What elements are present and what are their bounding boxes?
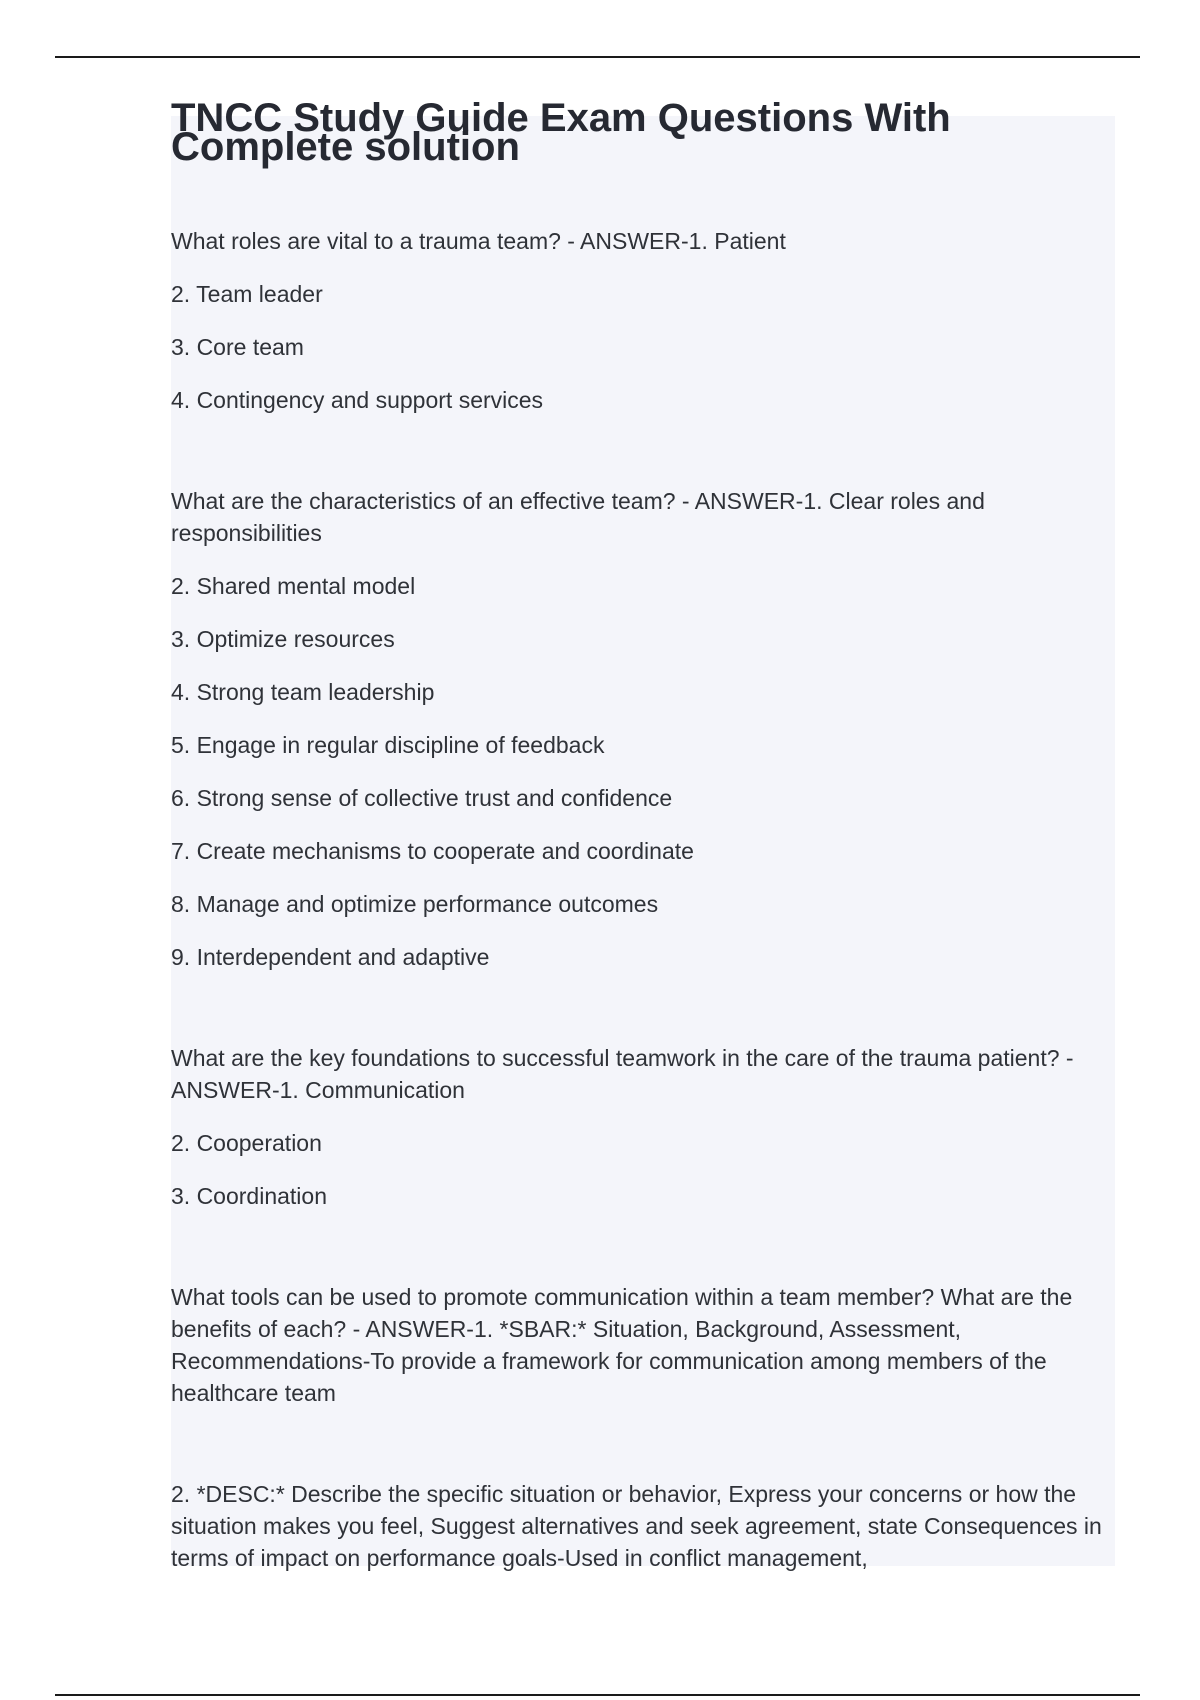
question-text: 2. *DESC:* Describe the specific situation or behavior, Express your concerns or how the situation makes you feel, Suggest alternatives and seek agreement, state Consequences in terms of impact on performance goals-Used in conflict management, <box>171 1481 1102 1571</box>
answer-item: 8. Manage and optimize performance outcomes <box>171 891 659 917</box>
answer-item: 2. Shared mental model <box>171 573 416 599</box>
answer-item: 3. Optimize resources <box>171 626 395 652</box>
question-text: What are the key foundations to successful teamwork in the care of the trauma patient? - ANSWER-1. Communication <box>171 1045 1074 1103</box>
question-text: What tools can be used to promote communication within a team member? What are the benefits of each? - ANSWER-1. *SBAR:* Situation, Background, Assessment, Recommendations-To provide a framework for communication among members of the healthcare team <box>171 1284 1073 1406</box>
question-text: What roles are vital to a trauma team? - ANSWER-1. Patient <box>171 228 786 254</box>
page-title: TNCC Study Guide Exam Questions With Complete solution <box>171 96 951 169</box>
answer-item: 3. Coordination <box>171 1183 327 1209</box>
top-rule <box>55 56 1140 58</box>
answer-item: 7. Create mechanisms to cooperate and coordinate <box>171 838 694 864</box>
answer-item: 9. Interdependent and adaptive <box>171 944 490 970</box>
answer-item: 3. Core team <box>171 334 304 360</box>
answer-item: 5. Engage in regular discipline of feedback <box>171 732 605 758</box>
answer-item: 6. Strong sense of collective trust and confidence <box>171 785 673 811</box>
answer-item: 2. Cooperation <box>171 1130 322 1156</box>
document-body <box>171 225 1115 1574</box>
answer-item: 2. Team leader <box>171 281 323 307</box>
answer-item: 4. Strong team leadership <box>171 679 435 705</box>
question-text: What are the characteristics of an effective team? - ANSWER-1. Clear roles and responsibilities <box>171 488 985 546</box>
bottom-rule <box>55 1694 1140 1696</box>
answer-item: 4. Contingency and support services <box>171 387 544 413</box>
